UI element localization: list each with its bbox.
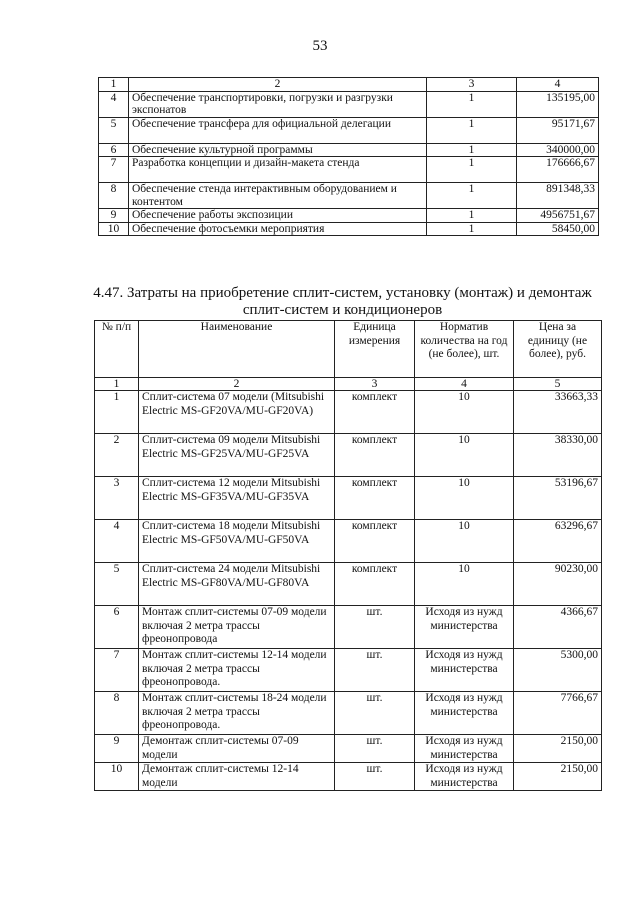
table-cell: Сплит-система 09 модели Mitsubishi Electric MS-GF25VA/MU-GF25VA	[139, 434, 335, 477]
table-cell: 58450,00	[517, 222, 599, 236]
table-cell: 33663,33	[514, 391, 602, 434]
table-cell: комплект	[335, 434, 415, 477]
table-cell: 6	[99, 143, 129, 157]
table-cell: Обеспечение трансфера для официальной делегации	[129, 117, 427, 143]
table-row	[99, 222, 599, 236]
table-cell: 2	[139, 378, 335, 391]
split-systems-table	[94, 320, 602, 791]
table-cell: 9	[99, 209, 129, 223]
table-row	[95, 520, 602, 563]
table-cell: 10	[415, 477, 514, 520]
table-cell: шт.	[335, 606, 415, 649]
table-cell: Сплит-система 24 модели Mitsubishi Electric MS-GF80VA/MU-GF80VA	[139, 563, 335, 606]
table-row	[95, 735, 602, 763]
table-cell: Исходя из нужд министерства	[415, 692, 514, 735]
table-cell: 4366,67	[514, 606, 602, 649]
table-cell: шт.	[335, 763, 415, 791]
table-cell: шт.	[335, 692, 415, 735]
table-cell: Исходя из нужд министерства	[415, 606, 514, 649]
table-row	[95, 391, 602, 434]
table-cell: 5	[99, 117, 129, 143]
table-cell: 3	[95, 477, 139, 520]
table-cell: 8	[99, 183, 129, 209]
table-cell: 4956751,67	[517, 209, 599, 223]
table-cell: Монтаж сплит-системы 12-14 модели включая 2 метра трассы фреонопровода.	[139, 649, 335, 692]
table-row	[99, 143, 599, 157]
table-cell: комплект	[335, 391, 415, 434]
table-cell: 2	[129, 78, 427, 92]
table-cell: Обеспечение фотосъемки мероприятия	[129, 222, 427, 236]
table-cell: 5300,00	[514, 649, 602, 692]
table-row	[95, 434, 602, 477]
table-cell: 7766,67	[514, 692, 602, 735]
table-cell: 1	[427, 143, 517, 157]
table-row	[95, 692, 602, 735]
table-cell: Демонтаж сплит-системы 12-14 модели	[139, 763, 335, 791]
table-cell: 9	[95, 735, 139, 763]
header-name: Наименование	[139, 321, 335, 378]
table-cell: 63296,67	[514, 520, 602, 563]
table-row	[99, 117, 599, 143]
table-cell: Монтаж сплит-системы 07-09 модели включая 2 метра трассы фреонопровода	[139, 606, 335, 649]
table-cell: Исходя из нужд министерства	[415, 735, 514, 763]
table-cell: 1	[427, 117, 517, 143]
table-row	[95, 763, 602, 791]
table-cell: 38330,00	[514, 434, 602, 477]
table-cell: 176666,67	[517, 157, 599, 183]
table-cell: Обеспечение культурной программы	[129, 143, 427, 157]
table-cell: комплект	[335, 563, 415, 606]
table-cell: Сплит-система 18 модели Mitsubishi Electric MS-GF50VA/MU-GF50VA	[139, 520, 335, 563]
table-cell: Разработка концепции и дизайн-макета стенда	[129, 157, 427, 183]
table-cell: 10	[99, 222, 129, 236]
table-cell: 3	[335, 378, 415, 391]
table-cell: 6	[95, 606, 139, 649]
table-cell: Сплит-система 12 модели Mitsubishi Electric MS-GF35VA/MU-GF35VA	[139, 477, 335, 520]
table-cell: 4	[415, 378, 514, 391]
page-number: 53	[312, 38, 328, 54]
table-cell: 2	[95, 434, 139, 477]
table-cell: 10	[95, 763, 139, 791]
table-cell: Исходя из нужд министерства	[415, 649, 514, 692]
table-cell: Обеспечение работы экспозиции	[129, 209, 427, 223]
table-cell: Монтаж сплит-системы 18-24 модели включая 2 метра трассы фреонопровода.	[139, 692, 335, 735]
table-cell: 1	[427, 222, 517, 236]
table-cell: 2150,00	[514, 735, 602, 763]
table-cell: Исходя из нужд министерства	[415, 763, 514, 791]
table-cell: шт.	[335, 735, 415, 763]
header-norm: Норматив количества на год (не более), шт.	[415, 321, 514, 378]
table-cell: 53196,67	[514, 477, 602, 520]
table-cell: Обеспечение транспортировки, погрузки и разгрузки экспонатов	[129, 91, 427, 117]
table-cell: 8	[95, 692, 139, 735]
table-cell: 4	[517, 78, 599, 92]
header-price: Цена за единицу (не более), руб.	[514, 321, 602, 378]
table-cell: 5	[514, 378, 602, 391]
table-row	[99, 209, 599, 223]
table-cell: 1	[427, 157, 517, 183]
table-row	[95, 606, 602, 649]
table-row	[99, 183, 599, 209]
table-cell: 7	[99, 157, 129, 183]
table-row	[95, 563, 602, 606]
table-cell: 1	[427, 183, 517, 209]
header-number: № п/п	[95, 321, 139, 378]
column-index-row	[95, 378, 602, 391]
table-cell: 1	[95, 378, 139, 391]
table-cell: 1	[99, 78, 129, 92]
table-cell: 135195,00	[517, 91, 599, 117]
header-unit: Единица измерения	[335, 321, 415, 378]
table-cell: комплект	[335, 520, 415, 563]
table-cell: 4	[95, 520, 139, 563]
table-cell: Сплит-система 07 модели (Mitsubishi Electric MS-GF20VA/MU-GF20VA)	[139, 391, 335, 434]
table-cell: шт.	[335, 649, 415, 692]
table-cell: 1	[427, 91, 517, 117]
table-cell: 90230,00	[514, 563, 602, 606]
table-cell: Демонтаж сплит-системы 07-09 модели	[139, 735, 335, 763]
table-cell: 10	[415, 434, 514, 477]
table-cell: 3	[427, 78, 517, 92]
continued-table	[98, 77, 599, 236]
table-header-row	[99, 78, 599, 92]
table-cell: 95171,67	[517, 117, 599, 143]
table-cell: 7	[95, 649, 139, 692]
table-cell: Обеспечение стенда интерактивным оборудованием и контентом	[129, 183, 427, 209]
table-row	[95, 649, 602, 692]
table-cell: 10	[415, 520, 514, 563]
table-cell: 1	[95, 391, 139, 434]
table-cell: 2150,00	[514, 763, 602, 791]
table-row	[95, 477, 602, 520]
table-cell: 340000,00	[517, 143, 599, 157]
table-cell: 5	[95, 563, 139, 606]
table-cell: 1	[427, 209, 517, 223]
table-cell: 891348,33	[517, 183, 599, 209]
table-cell: 4	[99, 91, 129, 117]
table-row	[99, 91, 599, 117]
table-cell: 10	[415, 563, 514, 606]
header-row	[95, 321, 602, 378]
table-row	[99, 157, 599, 183]
table-cell: 10	[415, 391, 514, 434]
section-title: 4.47. Затраты на приобретение сплит-систем, установку (монтаж) и демонтаж сплит-систем и кондиционеров	[93, 285, 592, 318]
table-cell: комплект	[335, 477, 415, 520]
